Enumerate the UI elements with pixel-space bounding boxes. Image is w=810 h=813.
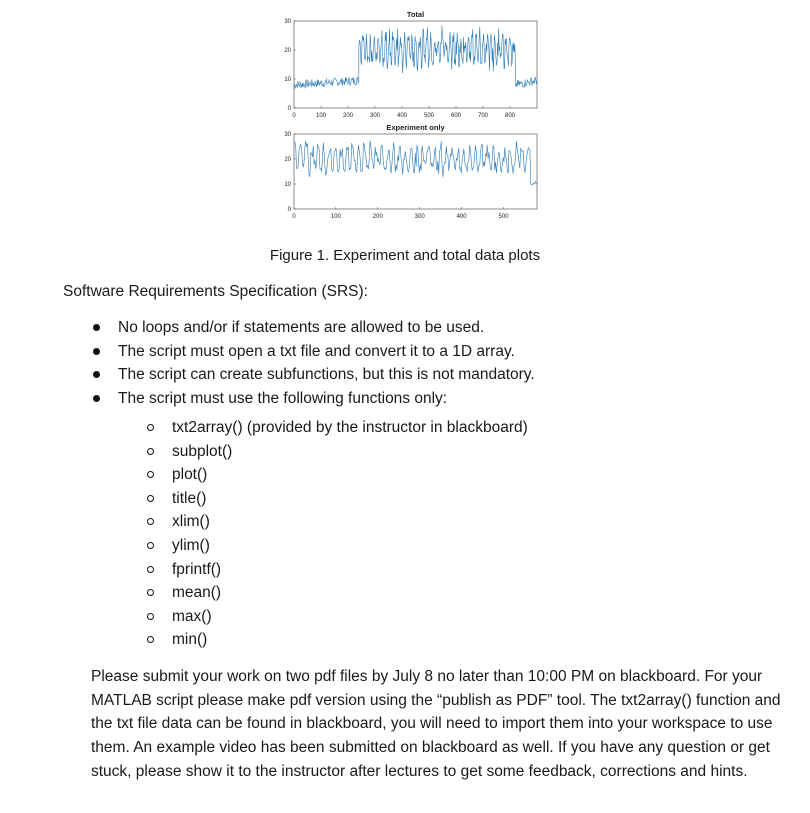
- srs-heading: Software Requirements Specification (SRS):: [63, 283, 368, 300]
- y-tick-label: 10: [284, 77, 291, 83]
- function-item: mean(): [144, 581, 528, 605]
- functions-list: [144, 416, 528, 652]
- figure-svg: [270, 0, 550, 230]
- figure-1: [270, 0, 550, 230]
- x-tick-label: 0: [292, 113, 296, 119]
- y-tick-label: 30: [284, 19, 291, 25]
- x-tick-label: 400: [456, 214, 467, 220]
- requirements-list: [90, 316, 535, 410]
- function-item: min(): [144, 628, 528, 652]
- x-tick-label: 600: [450, 113, 462, 119]
- function-item: max(): [144, 605, 528, 629]
- chart-title: Experiment only: [386, 123, 445, 132]
- x-tick-label: 800: [504, 113, 516, 119]
- y-tick-label: 30: [284, 132, 291, 138]
- requirement-item: The script must use the following functions only:: [90, 387, 535, 411]
- y-tick-label: 0: [287, 106, 291, 112]
- y-tick-label: 20: [284, 48, 291, 54]
- function-item: fprintf(): [144, 558, 528, 582]
- x-tick-label: 400: [396, 113, 408, 119]
- chart-title: Total: [406, 10, 425, 19]
- y-tick-label: 20: [284, 157, 291, 163]
- x-tick-label: 200: [372, 214, 383, 220]
- x-tick-label: 0: [292, 214, 296, 220]
- function-item: plot(): [144, 463, 528, 487]
- plot-axes-box: [294, 134, 537, 209]
- y-tick-label: 10: [284, 182, 291, 188]
- submission-paragraph: Please submit your work on two pdf files by July 8 no later than 10:00 PM on blackboard. For your MATLAB script please make pdf version using the “publish as PDF” tool. The txt2array() function and the txt file data can be found in blackboard, you will need to import them into your workspace to use them. An example video has been submitted on blackboard as well. If you have any question or get stuck, please show it to the instructor after lectures to get some feedback, corrections and hints.: [91, 668, 781, 780]
- y-tick-label: 0: [287, 207, 291, 213]
- requirement-item: No loops and/or if statements are allowed to be used.: [90, 316, 535, 340]
- function-item: xlim(): [144, 510, 528, 534]
- requirement-item: The script must open a txt file and convert it to a 1D array.: [90, 340, 535, 364]
- x-tick-label: 300: [414, 214, 425, 220]
- function-item: subplot(): [144, 440, 528, 464]
- x-tick-label: 300: [369, 113, 381, 119]
- requirement-item: The script can create subfunctions, but this is not mandatory.: [90, 363, 535, 387]
- function-item: txt2array() (provided by the instructor in blackboard): [144, 416, 528, 440]
- function-item: ylim(): [144, 534, 528, 558]
- x-tick-label: 100: [330, 214, 341, 220]
- x-tick-label: 500: [423, 113, 435, 119]
- x-tick-label: 200: [342, 113, 354, 119]
- figure-caption: Figure 1. Experiment and total data plots: [269, 247, 541, 264]
- x-tick-label: 100: [315, 113, 327, 119]
- x-tick-label: 700: [477, 113, 489, 119]
- x-tick-label: 500: [498, 214, 509, 220]
- function-item: title(): [144, 487, 528, 511]
- plot-axes-box: [294, 21, 537, 108]
